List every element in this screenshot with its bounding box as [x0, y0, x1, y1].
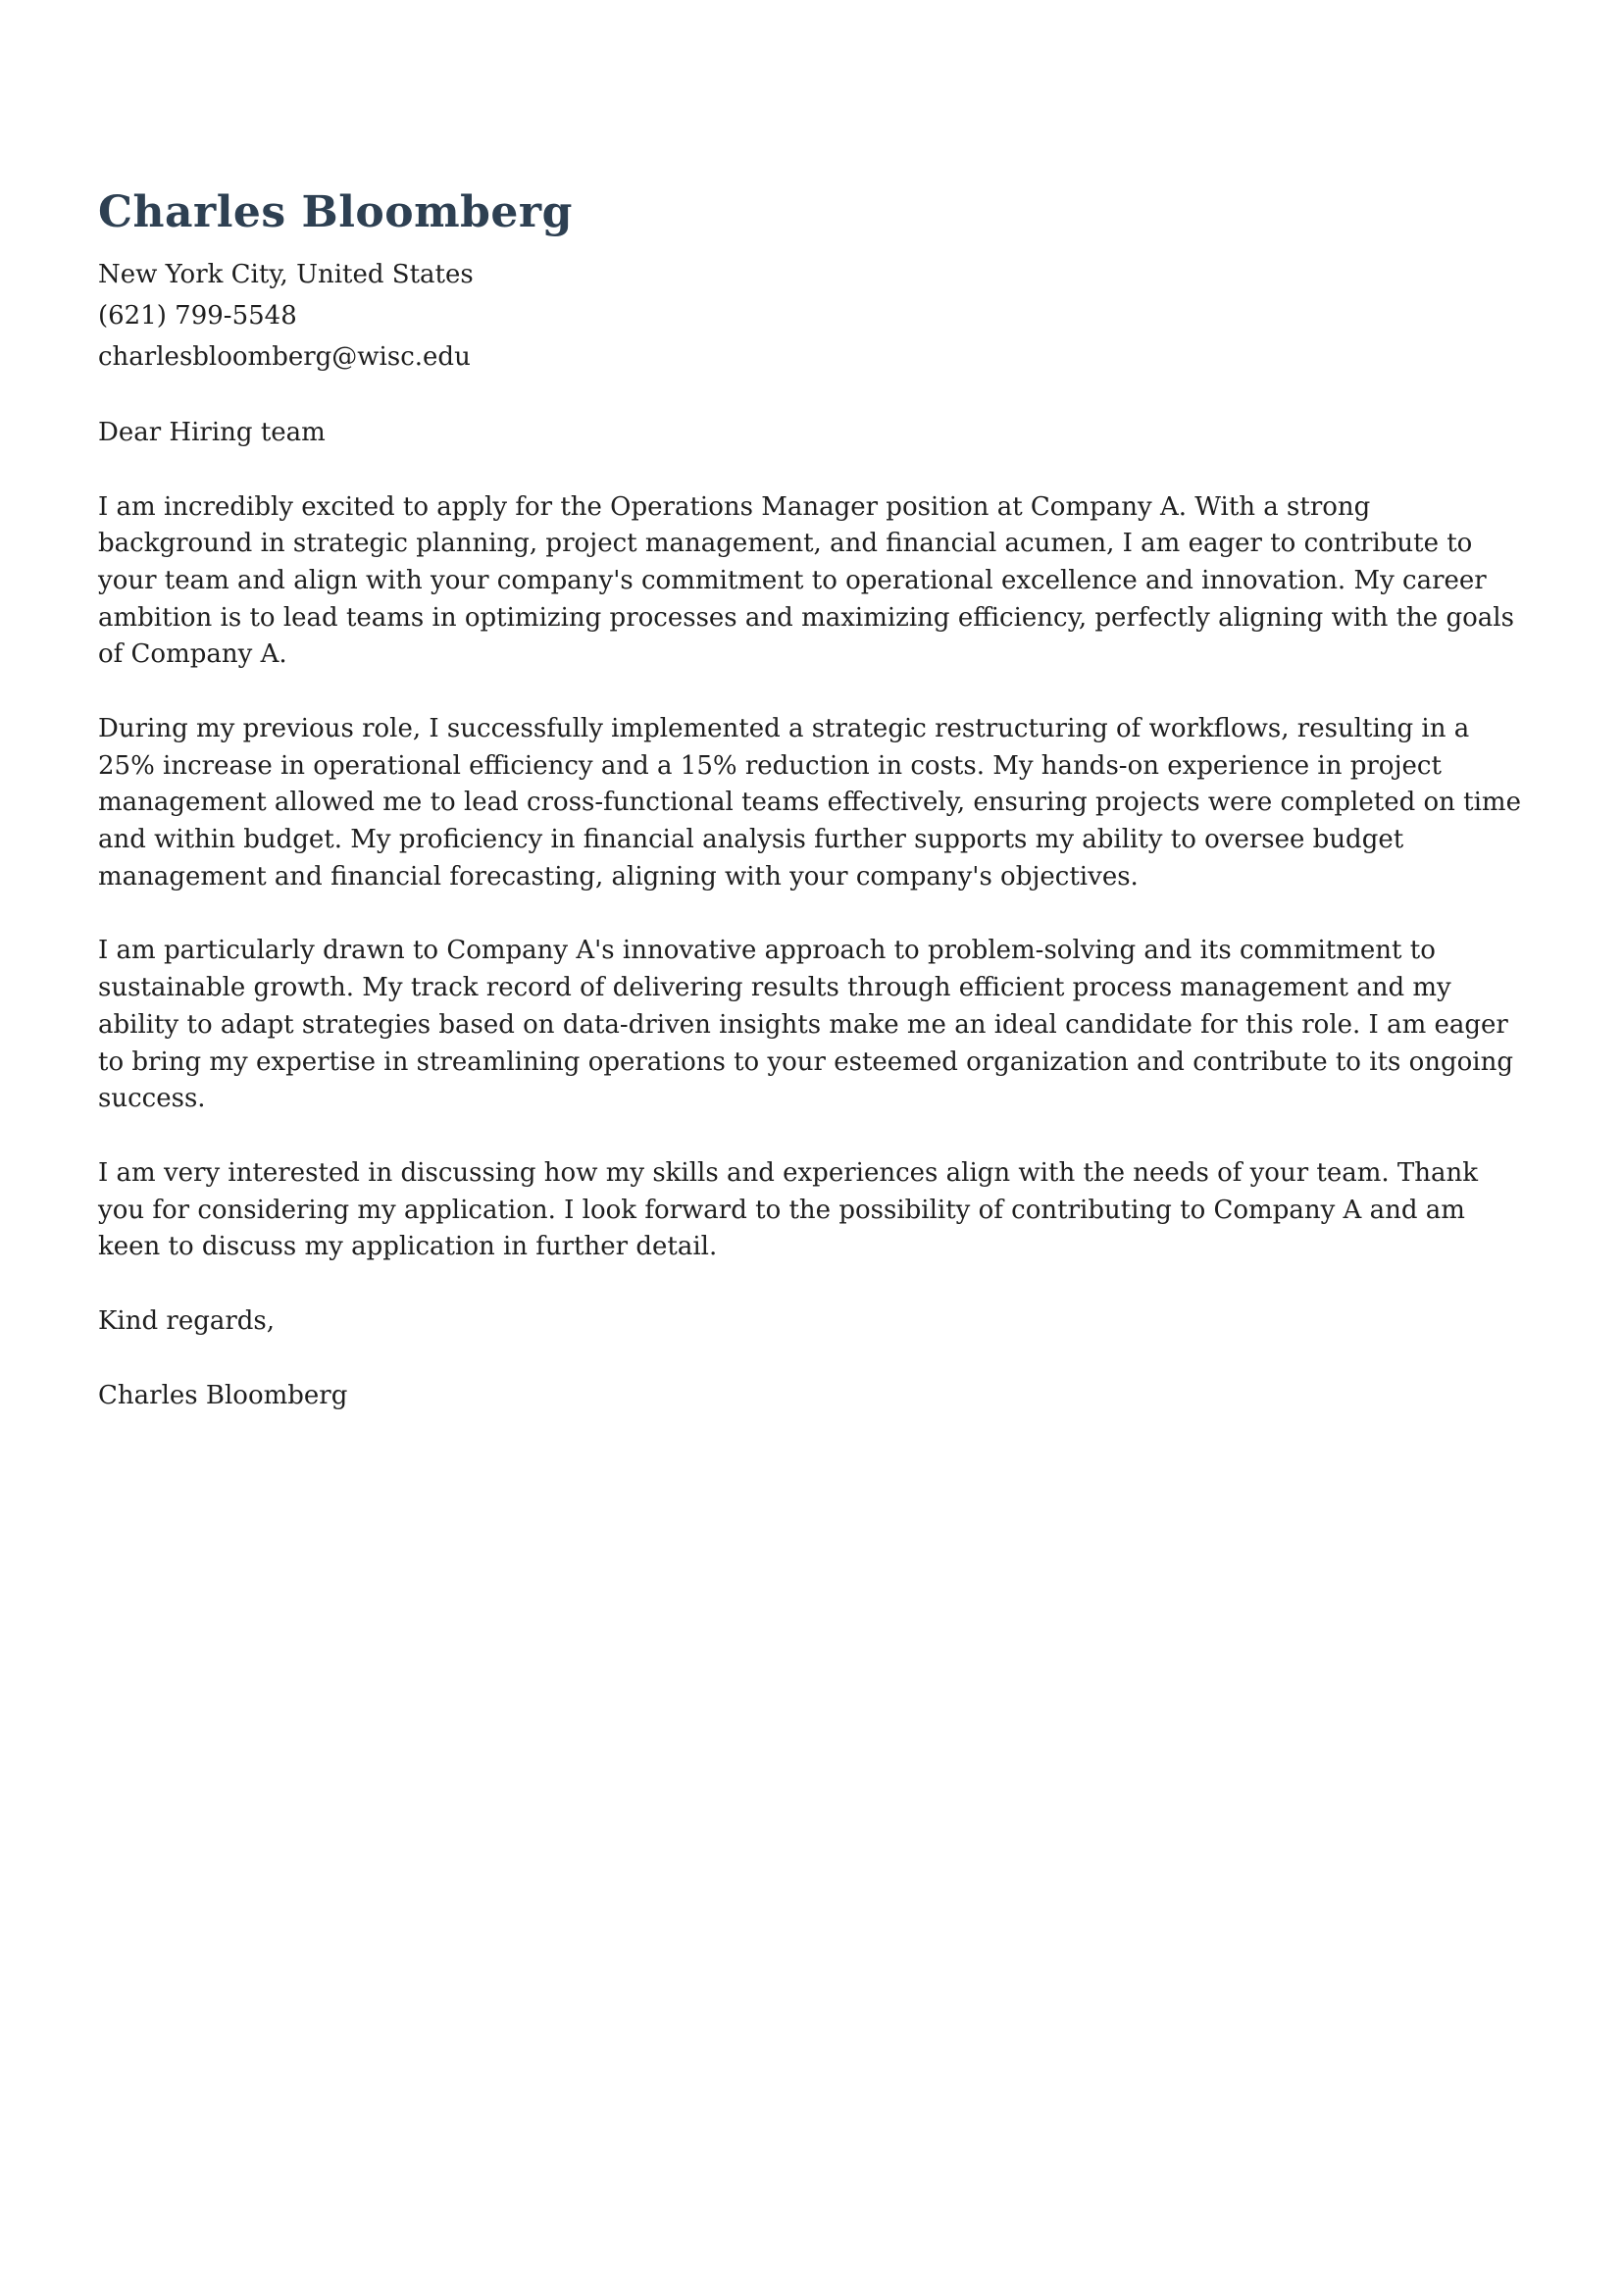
- contact-phone: (621) 799-5548: [98, 300, 297, 331]
- contact-email: charlesbloomberg@wisc.edu: [98, 341, 471, 372]
- letter-paragraph-3: I am particularly drawn to Company A's innovative approach to problem-solving and its commitment to sustainable growth. My track record of delivering results through efficient process management and my ability to adapt strategies based on data-driven insights make me an ideal candidate for this role. I am eager to bring my expertise in streamlining operations to your esteemed organization and contribute to its ongoing success.: [98, 936, 1513, 1114]
- letter-paragraph-4: I am very interested in discussing how my skills and experiences align with the needs of your team. Thank you for considering my application. I look forward to the possibility of contributing to Company A and am keen to discuss my application in further detail.: [98, 1157, 1478, 1262]
- salutation: Dear Hiring team: [98, 417, 326, 447]
- letter-body: [98, 415, 1526, 1414]
- contact-location: New York City, United States: [98, 259, 474, 289]
- applicant-name-heading: Charles Bloomberg: [98, 187, 573, 237]
- closing-block: [98, 1303, 1526, 1414]
- contact-block: [98, 254, 1526, 378]
- signature-name: Charles Bloomberg: [98, 1380, 348, 1410]
- letter-paragraph-2: During my previous role, I successfully implemented a strategic restructuring of workflows, resulting in a 25% increase in operational efficiency and a 15% reduction in costs. My hands-on experience in project management allowed me to lead cross-functional teams effectively, ensuring projects were completed on time and within budget. My proficiency in financial analysis further supports my ability to oversee budget management and financial forecasting, aligning with your company's objectives.: [98, 714, 1521, 892]
- letter-paragraph-1: I am incredibly excited to apply for the Operations Manager position at Company A. With a strong background in strategic planning, project management, and financial acumen, I am eager to contribute to your team and align with your company's commitment to operational excellence and innovation. My career ambition is to lead teams in optimizing processes and maximizing efficiency, perfectly aligning with the goals of Company A.: [98, 491, 1514, 670]
- closing-phrase: Kind regards,: [98, 1305, 276, 1336]
